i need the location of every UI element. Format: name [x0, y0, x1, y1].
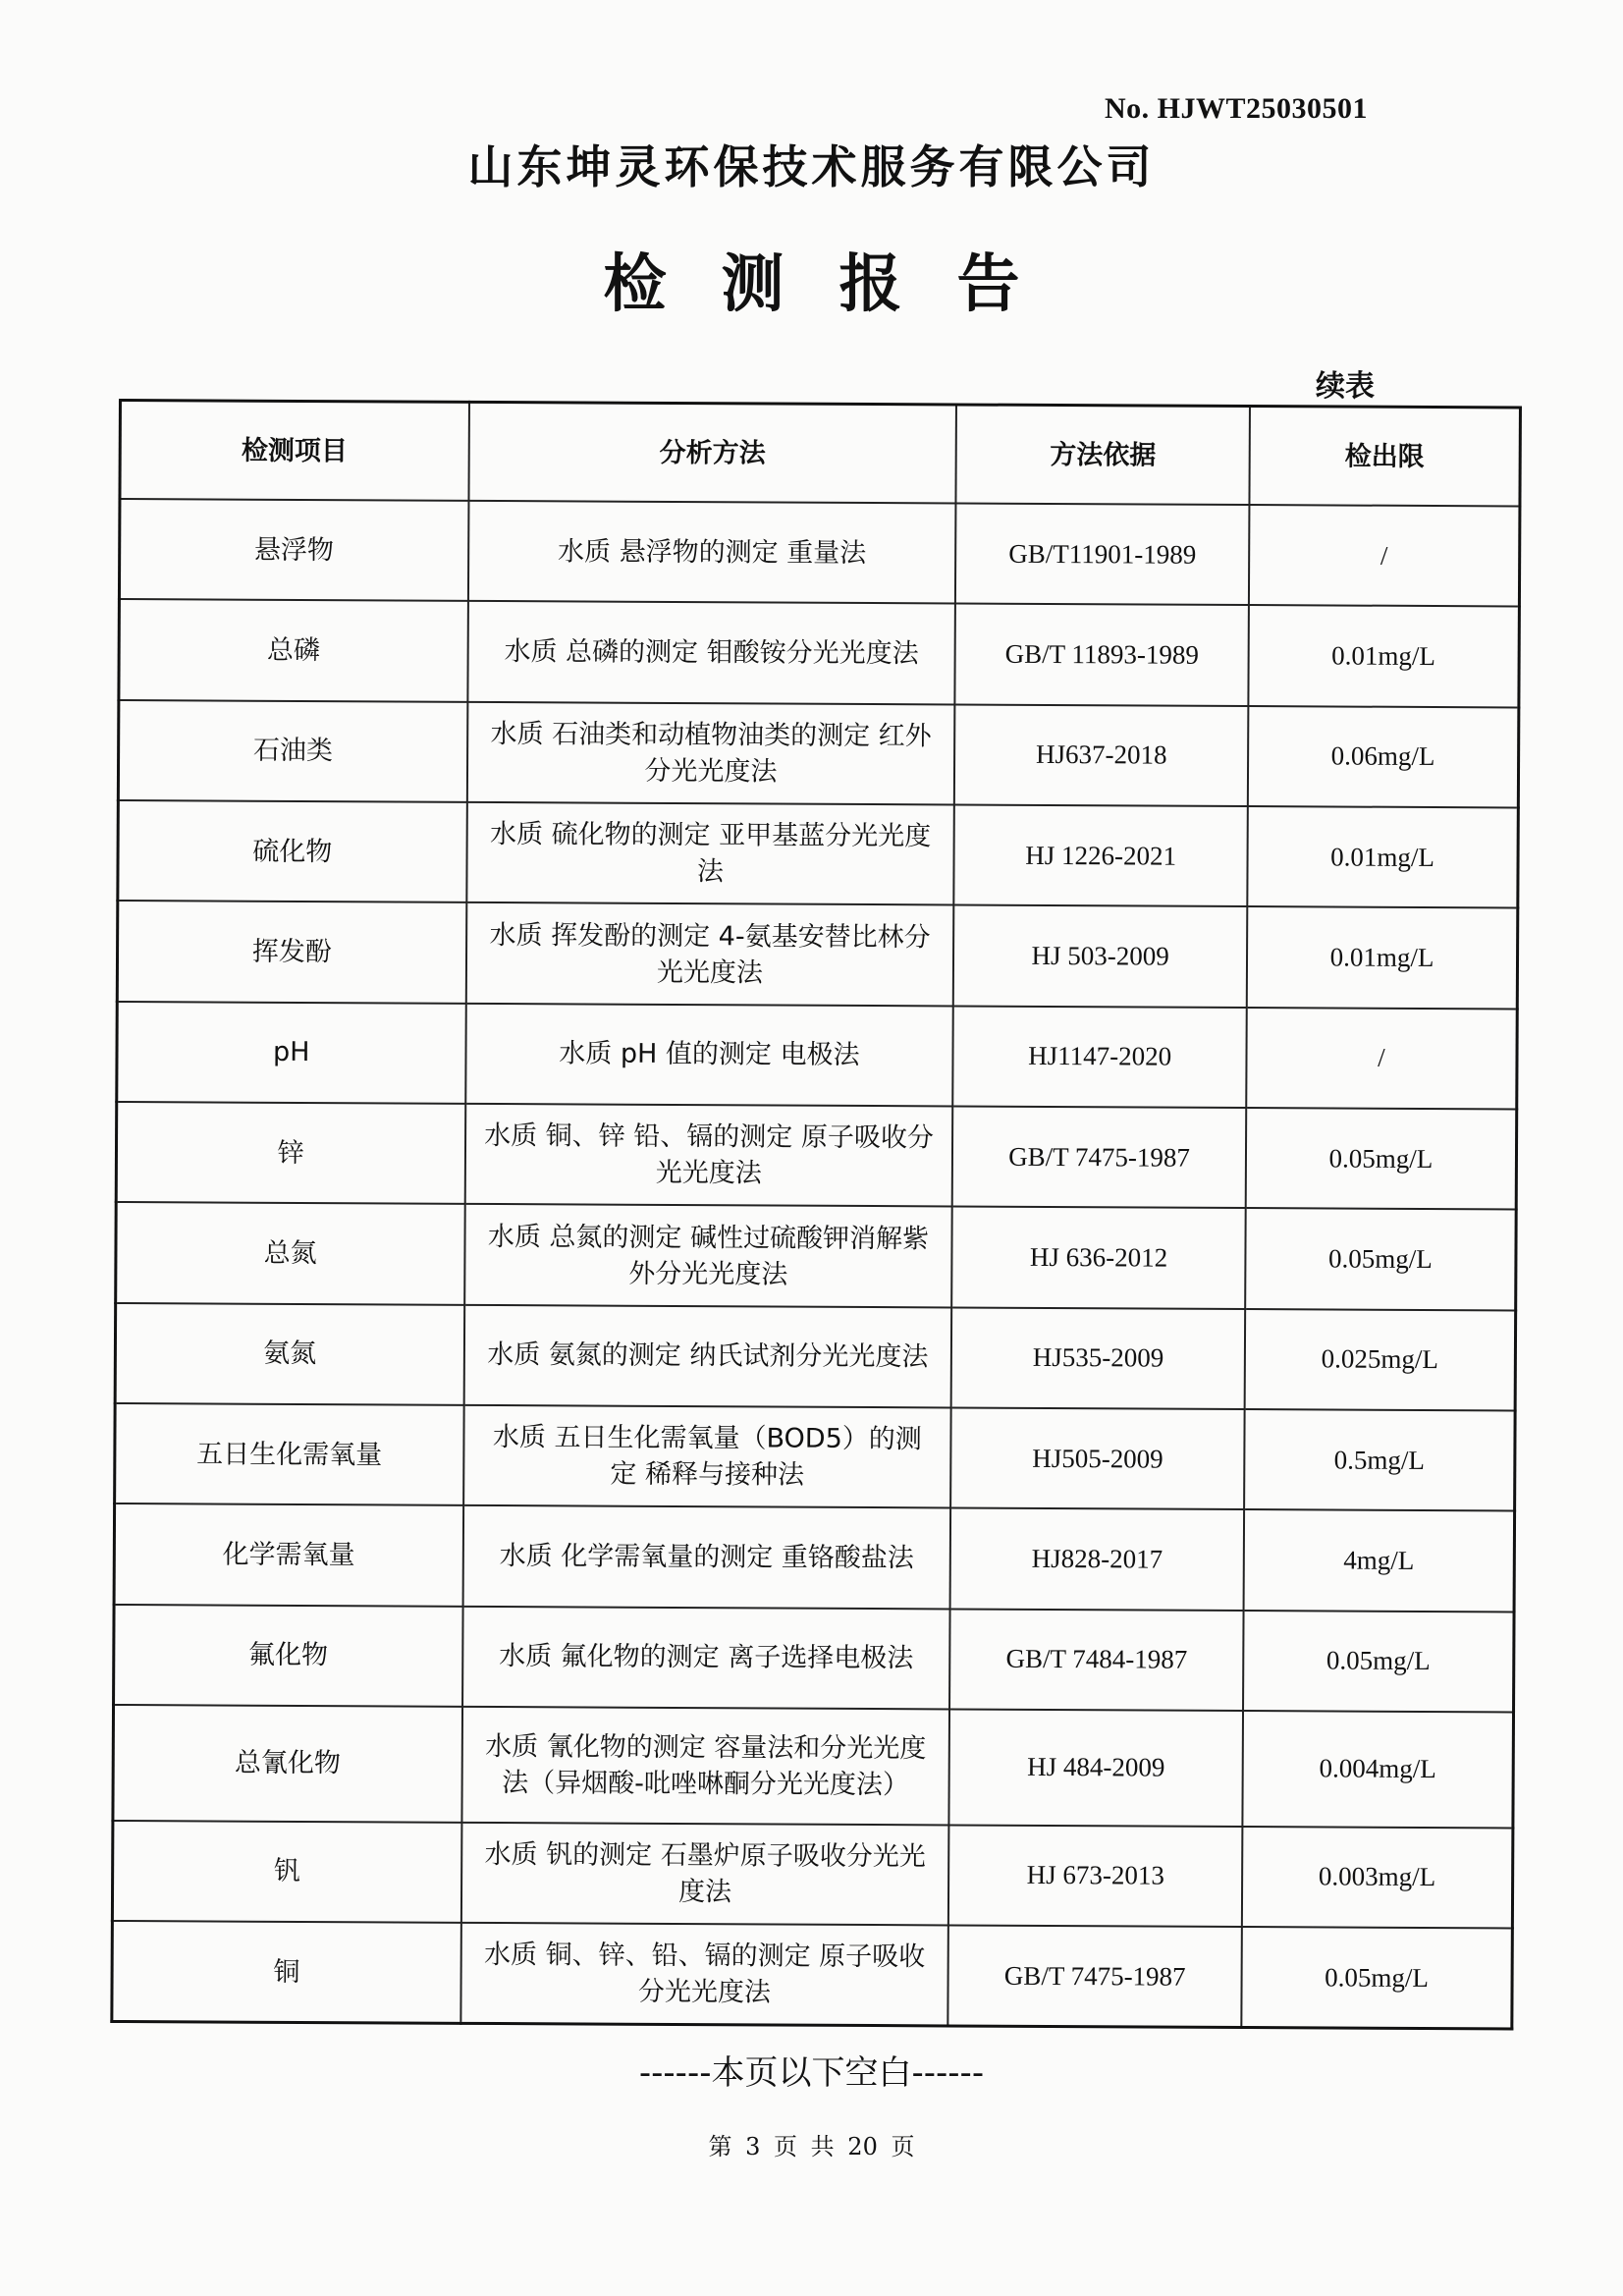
method-cell: 水质 氨氮的测定 纳氏试剂分光光度法	[463, 1305, 951, 1408]
table-row	[117, 901, 1518, 1009]
method-cell: 水质 铜、锌 铅、镉的测定 原子吸收分光光度法	[464, 1104, 952, 1207]
table-row	[112, 1921, 1513, 2029]
table-row	[118, 800, 1519, 908]
method-cell: 水质 铜、锌、铅、镉的测定 原子吸收分光光度法	[460, 1923, 948, 2026]
item-cell: 氟化物	[114, 1605, 463, 1707]
method-cell: 水质 硫化物的测定 亚甲基蓝分光光度法	[466, 802, 954, 905]
method-cell: 水质 石油类和动植物油类的测定 红外分光光度法	[466, 702, 954, 805]
table-row	[115, 1303, 1516, 1411]
limit-cell: 0.05mg/L	[1246, 1108, 1517, 1210]
method-cell: 水质 挥发酚的测定 4-氨基安替比林分光光度法	[465, 902, 953, 1006]
header-item: 检测项目	[120, 401, 469, 501]
item-cell: 硫化物	[118, 800, 467, 902]
report-number: No. HJWT25030501	[1105, 92, 1369, 125]
basis-cell: GB/T11901-1989	[955, 503, 1249, 605]
table-row	[112, 1821, 1513, 1929]
basis-cell: HJ505-2009	[950, 1408, 1244, 1510]
report-title: 检测报告	[603, 248, 1075, 321]
table-row	[119, 599, 1520, 707]
method-cell: 水质 化学需氧量的测定 重铬酸盐法	[462, 1505, 950, 1609]
method-cell: 水质 pH 值的测定 电极法	[465, 1004, 953, 1107]
limit-cell: 0.5mg/L	[1244, 1409, 1515, 1511]
header-basis: 方法依据	[956, 405, 1250, 505]
basis-cell: GB/T 7475-1987	[952, 1107, 1246, 1209]
method-cell: 水质 总磷的测定 钼酸铵分光光度法	[467, 601, 955, 704]
limit-cell: /	[1249, 505, 1520, 607]
item-cell: 氨氮	[115, 1303, 464, 1405]
basis-cell: HJ828-2017	[950, 1508, 1244, 1611]
test-items-table	[110, 399, 1522, 2030]
table-row	[116, 1102, 1517, 1210]
limit-cell: 0.05mg/L	[1243, 1611, 1514, 1713]
item-cell: 总氮	[116, 1202, 465, 1304]
method-cell: 水质 五日生化需氧量（BOD5）的测定 稀释与接种法	[463, 1405, 951, 1508]
item-cell: 悬浮物	[119, 499, 468, 601]
limit-cell: 0.01mg/L	[1248, 605, 1519, 707]
limit-cell: 0.06mg/L	[1248, 706, 1519, 808]
blank-below-note: ------本页以下空白------	[638, 2053, 985, 2093]
basis-cell: HJ637-2018	[954, 704, 1248, 806]
limit-cell: 0.003mg/L	[1242, 1827, 1513, 1929]
basis-cell: GB/T 11893-1989	[955, 604, 1249, 706]
table-row	[119, 499, 1520, 607]
basis-cell: HJ 673-2013	[948, 1825, 1242, 1927]
limit-cell: 0.01mg/L	[1247, 806, 1518, 908]
item-cell: 钒	[112, 1821, 461, 1923]
limit-cell: 0.004mg/L	[1242, 1711, 1513, 1828]
limit-cell: 0.025mg/L	[1245, 1309, 1516, 1411]
item-cell: 总磷	[119, 599, 468, 701]
basis-cell: HJ 636-2012	[952, 1207, 1246, 1309]
item-cell: 锌	[116, 1102, 465, 1204]
limit-cell: 4mg/L	[1243, 1509, 1514, 1612]
item-cell: pH	[117, 1002, 466, 1104]
method-cell: 水质 悬浮物的测定 重量法	[467, 501, 955, 604]
item-cell: 化学需氧量	[114, 1503, 463, 1606]
header-limit: 检出限	[1249, 407, 1520, 507]
item-cell: 挥发酚	[117, 901, 466, 1003]
basis-cell: HJ 484-2009	[949, 1710, 1243, 1827]
table-row	[114, 1605, 1515, 1713]
basis-cell: HJ1147-2020	[953, 1006, 1247, 1108]
table-row	[114, 1503, 1515, 1612]
limit-cell: 0.01mg/L	[1247, 906, 1518, 1009]
page-number: 第 3 页 共 20 页	[708, 2133, 915, 2160]
item-cell: 五日生化需氧量	[115, 1403, 464, 1505]
header-method: 分析方法	[468, 402, 956, 503]
company-name: 山东坤灵环保技术服务有限公司	[467, 140, 1156, 193]
basis-cell: HJ535-2009	[951, 1307, 1245, 1409]
basis-cell: HJ 503-2009	[953, 905, 1247, 1008]
basis-cell: GB/T 7484-1987	[949, 1609, 1243, 1711]
table-body	[112, 499, 1520, 2029]
method-cell: 水质 钒的测定 石墨炉原子吸收分光光度法	[460, 1823, 948, 1926]
table-row	[118, 700, 1519, 808]
table-header-row	[120, 401, 1521, 507]
item-cell: 铜	[112, 1921, 461, 2023]
limit-cell: /	[1246, 1008, 1517, 1110]
method-cell: 水质 氰化物的测定 容量法和分光光度法（异烟酸-吡唑啉酮分光光度法）	[461, 1707, 949, 1825]
table-row	[117, 1002, 1518, 1110]
item-cell: 总氰化物	[113, 1705, 462, 1822]
limit-cell: 0.05mg/L	[1245, 1208, 1516, 1310]
table-row	[113, 1705, 1514, 1828]
method-cell: 水质 总氮的测定 碱性过硫酸钾消解紫外分光光度法	[464, 1204, 952, 1307]
table-row	[116, 1202, 1517, 1310]
item-cell: 石油类	[118, 700, 467, 802]
continued-label: 续表	[1316, 369, 1375, 404]
basis-cell: HJ 1226-2021	[954, 804, 1248, 906]
method-cell: 水质 氟化物的测定 离子选择电极法	[462, 1607, 950, 1710]
basis-cell: GB/T 7475-1987	[948, 1925, 1242, 2027]
limit-cell: 0.05mg/L	[1241, 1927, 1512, 2029]
table-row	[115, 1403, 1516, 1511]
